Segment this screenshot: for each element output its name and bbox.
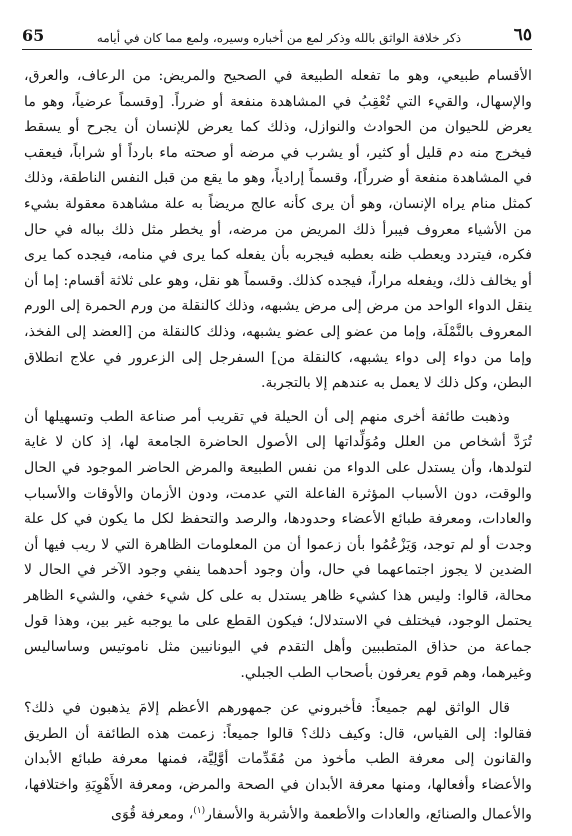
paragraph-2: وذهبت طائفة أخرى منهم إلى أن الحيلة في تقريب أمر صناعة الطب وتسهيلها أن تُرَدَّ أشخاص من العلل ومُوَلِّداتها إلى الأصول الحاضرة الجامعة لها، إذ كان لا غاية لتولدها، وأن يستدل على الدواء من نفس الطبيعة والمرض الحاضر الموجود في الحال والوقت، دون الأسباب المؤثرة الفاعلة التي عدمت، ودون الأزمان والأوقات والأسباب والعادات، ومعرفة طبائع الأعضاء وحدودها، والرصد والتحفظ لكل ما يكون في كل علة وجدت أو لم توجد، وَيَزْعُمُوا بأن زعموا أن من المعلومات الظاهرة التي لا ريب فيها أن الضدين لا يجوز اجتماعهما في حال، وأن وجود أحدهما ينفي وجود الآخر في الحال لا محالة، قالوا: وليس هذا كشيء ظاهر يستدل به على كل شيء خفي، والشيء الظاهر يحتمل الوجود، فيختلف في الاستدلال؛ فيكون القطع على ما يوجبه غير بين، وهذا قول جماعة من حذاق المتطببين وأهل التقدم في اليونانيين مثل ناموتيس وساساليس وغيرهما، وهم قوم يعرفون بأصحاب الطب الجبلي. [24,408,532,681]
running-title: ذكر خلافة الواثق بالله وذكر لمع من أخباره وسيره، ولمع مما كان في أيامه [96,31,462,45]
page-body [24,64,532,828]
page-number-arabic: ٦٥ [513,25,532,45]
page-number-latin: 65 [22,26,45,45]
page-header [22,22,532,50]
paragraph-3 [24,696,532,828]
paragraph-3-tail: ، ومعرفة قُوَى [110,806,194,823]
paragraph-3-text: قال الواثق لهم جميعاً: فأخبروني عن جمهورهم الأعظم إلامَ يذهبون في ذلك؟ فقالوا: إلى القياس، قال: وكيف ذلك؟ قالوا جميعاً: زعمت هذه الطائفة أن الطريق والقانون إلى معرفة الطب مأخوذ من مُقَدِّمات أوَّلِيَّة، فمنها معرفة طبائع الأبدان والأعضاء وأفعالها، ومنها معرفة الأبدان في الصحة والمرض، ومعرفة الأَهْوِيَةِ واختلافها، والأعمال والصنائع، والعادات والأطعمة والأشربة والأسفار [24,700,532,823]
footnote-marker[interactable]: (١) [193,805,206,816]
paragraph-1: الأقسام طبيعي، وهو ما تفعله الطبيعة في الصحيح والمريض: من الرعاف، والعرق، والإسهال، والقيء التي تُعْقِبُ في المشاهدة منفعة أو ضرراً. [وقسماً عرضياً، وهو ما يعرض للحيوان من الحوادث والنوازل، وذلك كما يعرض للإنسان أن يجرح أو يسقط فيخرج منه دم قليل أو كثير، أو يشرب في مرضه أو صحته ماء بارداً أو شراباً، فيعقب في المشاهدة منفعة أو ضرراً]، وقسماً إرادياً، وهو ما يقع من قبل النفس الناطقة، وذلك كمثل منام يراه الإنسان، وهو أن يرى كأنه عالج مريضاً به علة مشاهدة معقولة بشيء من الأشياء معروف فيبرأ ذلك المريض من مرضه، أو يخطر مثل ذلك بباله في حال فكره، فيتردد ويعطب ظنه بعطبه فيجربه بأن يفعله كما يرى في منامه، فيجده كما يرى أو يخالف ذلك، ويفعله مراراً، فيجده كذلك. وقسماً هو نقل، وهو على ثلاثة أقسام: إما أن ينقل الدواء الواحد من مرض إلى مرض يشبهه، وذلك كالنقلة من ورم الحمرة إلى الورم المعروف بالنَّمْلَة، وإما من عضو إلى عضو يشبهه، وذلك كالنقلة من [العضد إلى الفخذ، وإما من دواء إلى دواء يشبهه، كالنقلة من] السفرجل إلى الزعرور في علاج انطلاق البطن، وكل ذلك لا يعمل به عندهم إلا بالتجربة. [24,68,532,392]
